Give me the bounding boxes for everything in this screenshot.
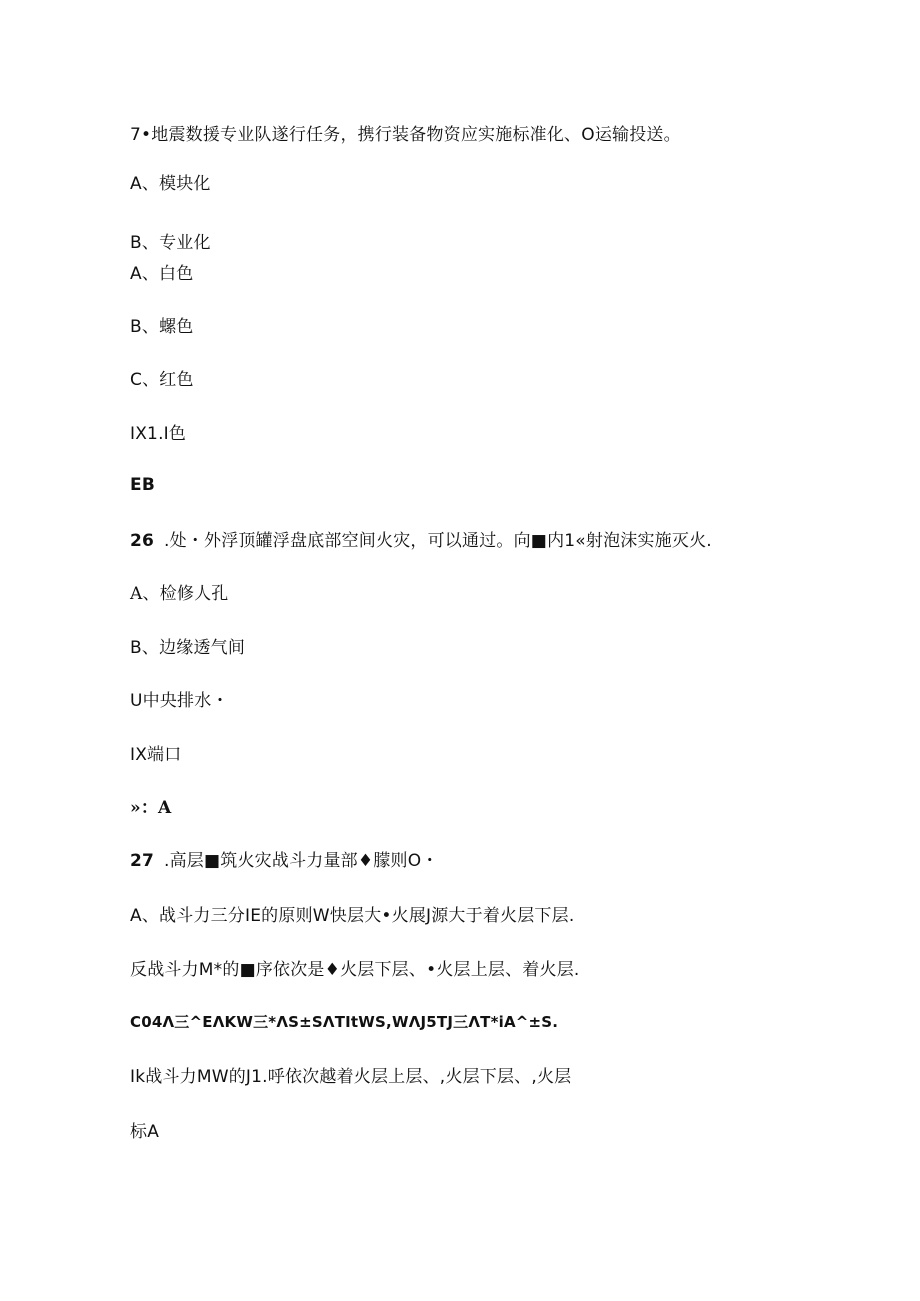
answer: »：A xyxy=(130,798,172,818)
option-c: U中央排水・ xyxy=(130,691,229,711)
option-a: A、白色 xyxy=(130,264,194,284)
option-b: 反战斗力M*的■序依次是♦火层下层、•火层上层、着火层. xyxy=(130,960,580,980)
option-b: B、螺色 xyxy=(130,317,194,337)
option-d: IX1.I色 xyxy=(130,424,187,444)
option-a: A、模块化 xyxy=(130,174,211,194)
answer: EB xyxy=(130,475,155,495)
option-c: C、红色 xyxy=(130,370,194,390)
option-b: B、边缘透气间 xyxy=(130,638,246,658)
option-a: A、战斗力三分IE的原则W快层大•火展J源大于着火层下层. xyxy=(130,906,575,926)
option-a: A、检修人孔 xyxy=(130,584,229,604)
option-b: B、专业化 xyxy=(130,233,211,253)
question-number: 26 xyxy=(130,531,155,551)
question-7-stem: 7•地震数援专业队遂行任务，携行装备物资应实施标准化、O运输投送。 xyxy=(130,125,681,145)
option-d: IX端口 xyxy=(130,745,182,765)
question-number: 27 xyxy=(130,851,155,871)
question-text: .处・外浮顶罐浮盘底部空间火灾，可以通过。向■内1«射泡沫实施灭火. xyxy=(164,531,712,551)
option-d: Ik战斗力MW的J1.呼依次越着火层上层、,火层下层、,火层 xyxy=(130,1067,572,1087)
question-text: .高层■筑火灾战斗力量部♦朦则O・ xyxy=(164,851,439,871)
question-26-stem xyxy=(130,530,712,552)
answer: 标A xyxy=(130,1122,160,1142)
option-c: C04Λ三^EΛKW三*ΛS±SΛTItWS,WΛJ5TJ三ΛT*iA^±S. xyxy=(130,1013,559,1031)
question-27-stem xyxy=(130,850,439,872)
